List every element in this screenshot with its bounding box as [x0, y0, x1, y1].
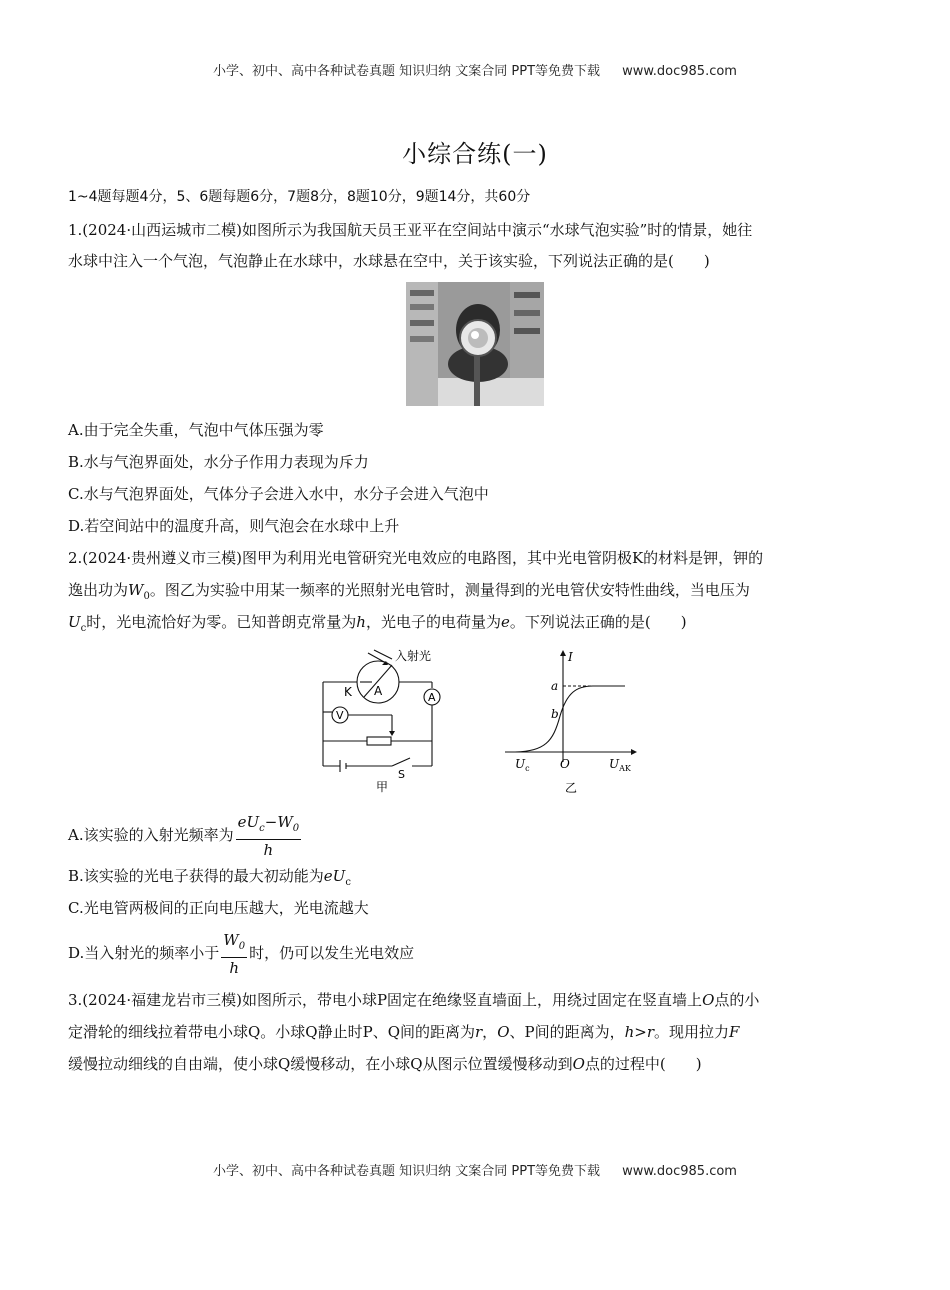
- q1-option-b: B.水与气泡界面处，水分子作用力表现为斥力: [68, 453, 369, 471]
- q2-option-d: D.当入射光的频率小于 $\frac{W_0}{h}$ 时，仍可以发生光电效应: [68, 931, 415, 977]
- q2-stem-line2: 逸出功为$W_0$。图乙为实验中用某一频率的光照射光电管时，测量得到的光电管伏安特性曲线，当电压为: [68, 581, 750, 602]
- label-b: b: [551, 707, 559, 721]
- q2-figure-iv-curve: [505, 650, 640, 795]
- label-axis-I: I: [568, 650, 573, 664]
- label-cathode-K: K: [344, 685, 352, 699]
- q1-stem-line2: 水球中注入一个气泡，气泡静止在水球中，水球悬在空中，关于该实验，下列说法正确的是( ): [68, 252, 710, 270]
- q2-option-b: B.该实验的光电子获得的最大初动能为$eU_c$: [68, 867, 351, 888]
- q1-option-a: A.由于完全失重，气泡中气体压强为零: [68, 421, 324, 439]
- label-a: a: [551, 679, 559, 693]
- label-axis-UAK: $U_{AK}$: [609, 757, 631, 773]
- page-title: 小综合练(一): [402, 140, 548, 168]
- label-switch-S: S: [398, 768, 405, 781]
- header-text: 小学、初中、高中各种试卷真题 知识归纳 文案合同 PPT等免费下载: [213, 64, 601, 79]
- label-anode-A: A: [374, 684, 383, 698]
- caption-jia: 甲: [376, 780, 389, 794]
- q3-stem-line3: 缓慢拉动细线的自由端，使小球Q缓慢移动，在小球Q从图示位置缓慢移动到O点的过程中( ): [68, 1055, 702, 1073]
- q2-option-a: A.该实验的入射光频率为 $\frac{eU_c-W_0}{h}$: [68, 813, 300, 859]
- q2-option-c: C.光电管两极间的正向电压越大，光电流越大: [68, 899, 369, 917]
- label-Uc: $U_c$: [515, 757, 530, 773]
- q1-option-d: D.若空间站中的温度升高，则气泡会在水球中上升: [68, 517, 400, 535]
- header-url[interactable]: www.doc985.com: [622, 64, 737, 79]
- page-footer: [0, 1160, 950, 1179]
- q2-figure-circuit: [312, 645, 452, 795]
- q3-stem-line2: 定滑轮的细线拉着带电小球Q。小球Q静止时P、Q间的距离为r，O、P间的距离为，h>r。现用拉力F: [68, 1023, 740, 1041]
- label-origin-O: O: [560, 757, 570, 771]
- footer-url[interactable]: www.doc985.com: [622, 1164, 737, 1179]
- q2-stem-line1: 2.(2024·贵州遵义市三模)图甲为利用光电管研究光电效应的电路图，其中光电管阴极K的材料是钾，钾的: [68, 549, 764, 567]
- q1-option-c: C.水与气泡界面处，气体分子会进入水中，水分子会进入气泡中: [68, 485, 489, 503]
- footer-text: 小学、初中、高中各种试卷真题 知识归纳 文案合同 PPT等免费下载: [213, 1164, 601, 1179]
- q1-photo: [406, 282, 544, 406]
- caption-yi: 乙: [565, 781, 578, 795]
- q3-stem-line1: 3.(2024·福建龙岩市三模)如图所示，带电小球P固定在绝缘竖直墙面上，用绕过固定在竖直墙上O点的小: [68, 991, 760, 1009]
- q1-stem-line1: 1.(2024·山西运城市二模)如图所示为我国航天员王亚平在空间站中演示“水球气泡实验”时的情景，她往: [68, 221, 753, 239]
- label-ammeter: A: [428, 691, 436, 704]
- label-incident-light: 入射光: [395, 649, 432, 663]
- label-voltmeter: V: [336, 709, 344, 722]
- score-info: 1~4题每题4分，5、6题每题6分，7题8分，8题10分，9题14分，共60分: [68, 189, 531, 205]
- page-header: [0, 60, 950, 79]
- q2-stem-line3: $U_c$时，光电流恰好为零。已知普朗克常量为h，光电子的电荷量为e。下列说法正确的是( ): [68, 613, 687, 634]
